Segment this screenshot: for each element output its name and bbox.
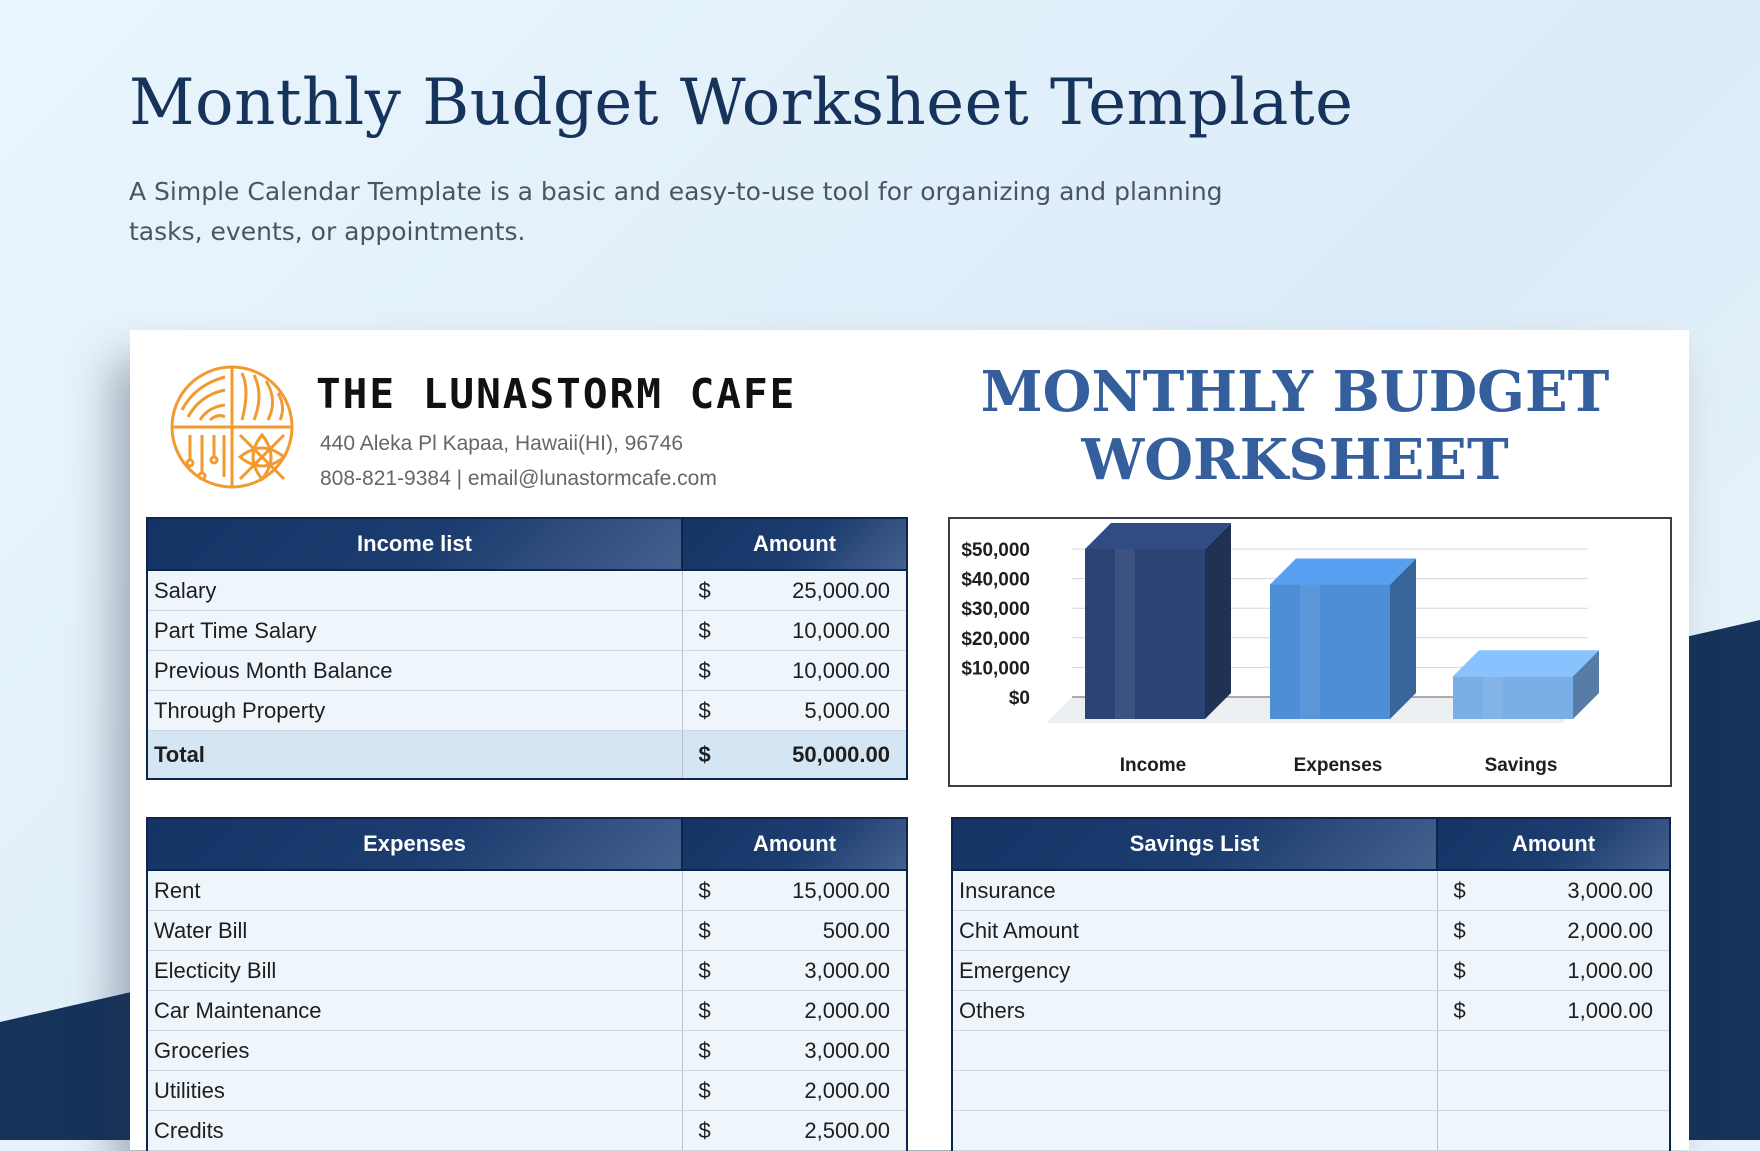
table-row [952,911,1670,951]
y-tick-label: $20,000 [961,628,1030,650]
page-subtitle: A Simple Calendar Template is a basic and easy-to-use tool for organizing and planning tasks, events, or appointments. [129,177,1223,246]
bar-savings [1453,676,1573,719]
currency-symbol: $ [1437,870,1493,911]
savings-name[interactable]: Others [952,991,1437,1031]
table-row [147,691,907,731]
expense-amount[interactable]: 500.00 [738,911,907,951]
table-row [147,870,907,911]
bar-highlight [1115,549,1135,719]
income-amount[interactable]: 10,000.00 [738,651,907,691]
savings-name[interactable]: Chit Amount [952,911,1437,951]
expense-name[interactable]: Electicity Bill [147,951,682,991]
income-table [146,517,908,780]
savings-amount[interactable] [1493,1111,1670,1151]
expenses-header: Expenses [147,818,682,870]
company-name: THE LUNASTORM CAFE [316,370,797,418]
currency-symbol: $ [1437,911,1493,951]
savings-amount[interactable]: 1,000.00 [1493,991,1670,1031]
currency-symbol: $ [1437,991,1493,1031]
savings-amount-header: Amount [1437,818,1670,870]
bar-side [1390,559,1416,719]
company-address: 440 Aleka Pl Kapaa, Hawaii(HI), 96746 [320,432,684,455]
expense-amount[interactable]: 3,000.00 [738,1031,907,1071]
savings-amount[interactable]: 3,000.00 [1493,870,1670,911]
table-row [952,991,1670,1031]
table-row [952,870,1670,911]
expenses-table [146,817,908,1151]
table-row [147,651,907,691]
table-row [147,1071,907,1111]
x-tick-label: Savings [1484,755,1558,776]
currency-symbol: $ [682,731,738,780]
income-total-row [147,731,907,780]
income-header: Income list [147,518,682,570]
expense-amount[interactable]: 2,000.00 [738,991,907,1031]
savings-name[interactable]: Emergency [952,951,1437,991]
income-amount-header: Amount [682,518,907,570]
cafe-logo-icon [170,365,294,489]
income-total-label: Total [147,731,682,780]
expense-amount[interactable]: 2,000.00 [738,1071,907,1111]
bar-side [1205,523,1231,719]
savings-amount[interactable] [1493,1031,1670,1071]
expense-name[interactable]: Utilities [147,1071,682,1111]
currency-symbol [1437,1071,1493,1111]
expenses-amount-header: Amount [682,818,907,870]
bar-highlight [1300,585,1320,719]
savings-amount[interactable] [1493,1071,1670,1111]
savings-name[interactable] [952,1031,1437,1071]
currency-symbol: $ [682,911,738,951]
currency-symbol: $ [682,1071,738,1111]
expense-amount[interactable]: 3,000.00 [738,951,907,991]
savings-name[interactable] [952,1111,1437,1151]
expense-amount[interactable]: 2,500.00 [738,1111,907,1151]
expense-name[interactable]: Groceries [147,1031,682,1071]
table-row [147,1031,907,1071]
savings-name[interactable]: Insurance [952,870,1437,911]
income-name[interactable]: Salary [147,570,682,611]
currency-symbol: $ [682,951,738,991]
expense-amount[interactable]: 15,000.00 [738,870,907,911]
savings-amount[interactable]: 2,000.00 [1493,911,1670,951]
table-row [147,991,907,1031]
currency-symbol: $ [682,1031,738,1071]
expense-name[interactable]: Water Bill [147,911,682,951]
savings-header: Savings List [952,818,1437,870]
income-amount[interactable]: 25,000.00 [738,570,907,611]
chart-canvas [950,519,1670,785]
table-row [147,570,907,611]
currency-symbol: $ [1437,951,1493,991]
table-row [952,1111,1670,1151]
bar-highlight [1483,676,1503,719]
y-tick-label: $10,000 [961,658,1030,680]
income-total-amount[interactable]: 50,000.00 [738,731,907,780]
currency-symbol: $ [682,691,738,731]
worksheet-sheet [130,330,1689,1150]
table-row [147,911,907,951]
y-tick-label: $0 [1008,688,1030,709]
budget-chart [948,517,1672,787]
income-name[interactable]: Previous Month Balance [147,651,682,691]
income-amount[interactable]: 10,000.00 [738,611,907,651]
currency-symbol: $ [682,991,738,1031]
income-name[interactable]: Part Time Salary [147,611,682,651]
currency-symbol [1437,1111,1493,1151]
table-row [952,951,1670,991]
savings-amount[interactable]: 1,000.00 [1493,951,1670,991]
currency-symbol: $ [682,570,738,611]
currency-symbol: $ [682,1111,738,1151]
x-tick-label: Expenses [1293,755,1383,776]
table-row [952,1031,1670,1071]
x-tick-label: Income [1119,755,1187,776]
savings-table [951,817,1671,1151]
savings-name[interactable] [952,1071,1437,1111]
currency-symbol [1437,1031,1493,1071]
y-tick-label: $40,000 [961,569,1030,591]
y-tick-label: $30,000 [961,599,1030,621]
page-title: Monthly Budget Worksheet Template [129,66,1354,140]
expense-name[interactable]: Credits [147,1111,682,1151]
currency-symbol: $ [682,611,738,651]
company-contact: 808-821-9384 | email@lunastormcafe.com [320,467,717,490]
expense-name[interactable]: Rent [147,870,682,911]
bar-expenses [1270,585,1390,719]
table-row [147,611,907,651]
bar-income [1085,549,1205,719]
table-row [952,1071,1670,1111]
income-name[interactable]: Through Property [147,691,682,731]
table-row [147,951,907,991]
y-tick-label: $50,000 [961,540,1030,561]
expense-name[interactable]: Car Maintenance [147,991,682,1031]
worksheet-title: MONTHLY BUDGET WORKSHEET [980,359,1610,493]
currency-symbol: $ [682,651,738,691]
table-row [147,1111,907,1151]
income-amount[interactable]: 5,000.00 [738,691,907,731]
currency-symbol: $ [682,870,738,911]
